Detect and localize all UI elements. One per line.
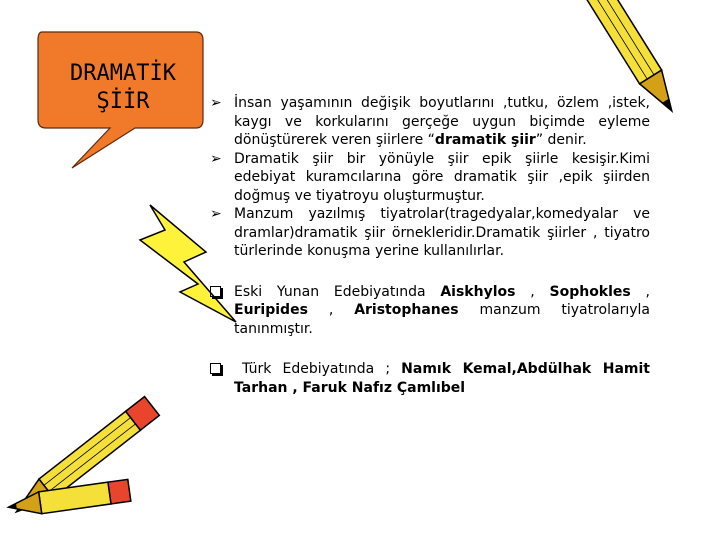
- bullet-text: Dramatik şiir bir yönüyle şiir epik şiirle kesişir.Kimi edebiyat kuramcılarına göre dramatik şiir ,epik şiirden doğmuş ve tiyatroyu oluşturmuştur.: [234, 150, 650, 204]
- author-name: Namık Kemal,Abdülhak Hamit Tarhan , Faruk Nafız Çamlıbel: [234, 361, 650, 396]
- arrow-bullet-item: [210, 205, 650, 261]
- title-line-2: ŞİİR: [96, 89, 150, 114]
- bullet-bold-text: dramatik şiir: [434, 132, 536, 148]
- bullet-text: ” denir.: [535, 132, 587, 148]
- square-bullet-icon: [210, 360, 230, 380]
- content-area: [210, 94, 650, 397]
- arrow-bullet-icon: ➢: [210, 206, 222, 222]
- arrow-bullet-icon: ➢: [210, 150, 222, 167]
- bullet-text: Türk Edebiyatında ;: [242, 361, 402, 377]
- bullet-text: manzum tiyatrolarıyla tanınmıştır.: [234, 302, 650, 337]
- arrow-bullet-icon: ➢: [210, 95, 222, 111]
- bullet-text: Manzum yazılmış tiyatrolar(tragedyalar,komedyalar ve dramlar)dramatik şiir örnekleridir.Dramatik şiirler , tiyatro türlerinde konuşma yerine kullanılırlar.: [234, 206, 650, 259]
- author-name: Aiskhylos: [440, 283, 516, 300]
- bullet-text: ,: [515, 283, 550, 300]
- bullet-text: ,: [307, 302, 355, 318]
- square-bullet-item: [210, 283, 650, 339]
- square-bullet-item: [210, 360, 650, 397]
- author-name: Aristophanes: [354, 302, 459, 318]
- author-name: Sophokles: [549, 283, 631, 300]
- bullet-text: Eski Yunan Edebiyatında: [234, 283, 441, 300]
- square-bullet-icon: [210, 283, 230, 303]
- arrow-bullet-item: [210, 94, 650, 150]
- bullet-text: ,: [630, 283, 650, 300]
- bullet-text: İnsan yaşamının değişik boyutlarını ,tutku, özlem ,istek, kaygı ve korkularını gerçeğe uygun biçimde eyleme dönüştürerek veren şiirlere “: [234, 95, 650, 148]
- title-line-1: DRAMATİK: [70, 61, 176, 86]
- author-name: Euripides: [234, 302, 308, 318]
- arrow-bullet-item: [210, 150, 650, 206]
